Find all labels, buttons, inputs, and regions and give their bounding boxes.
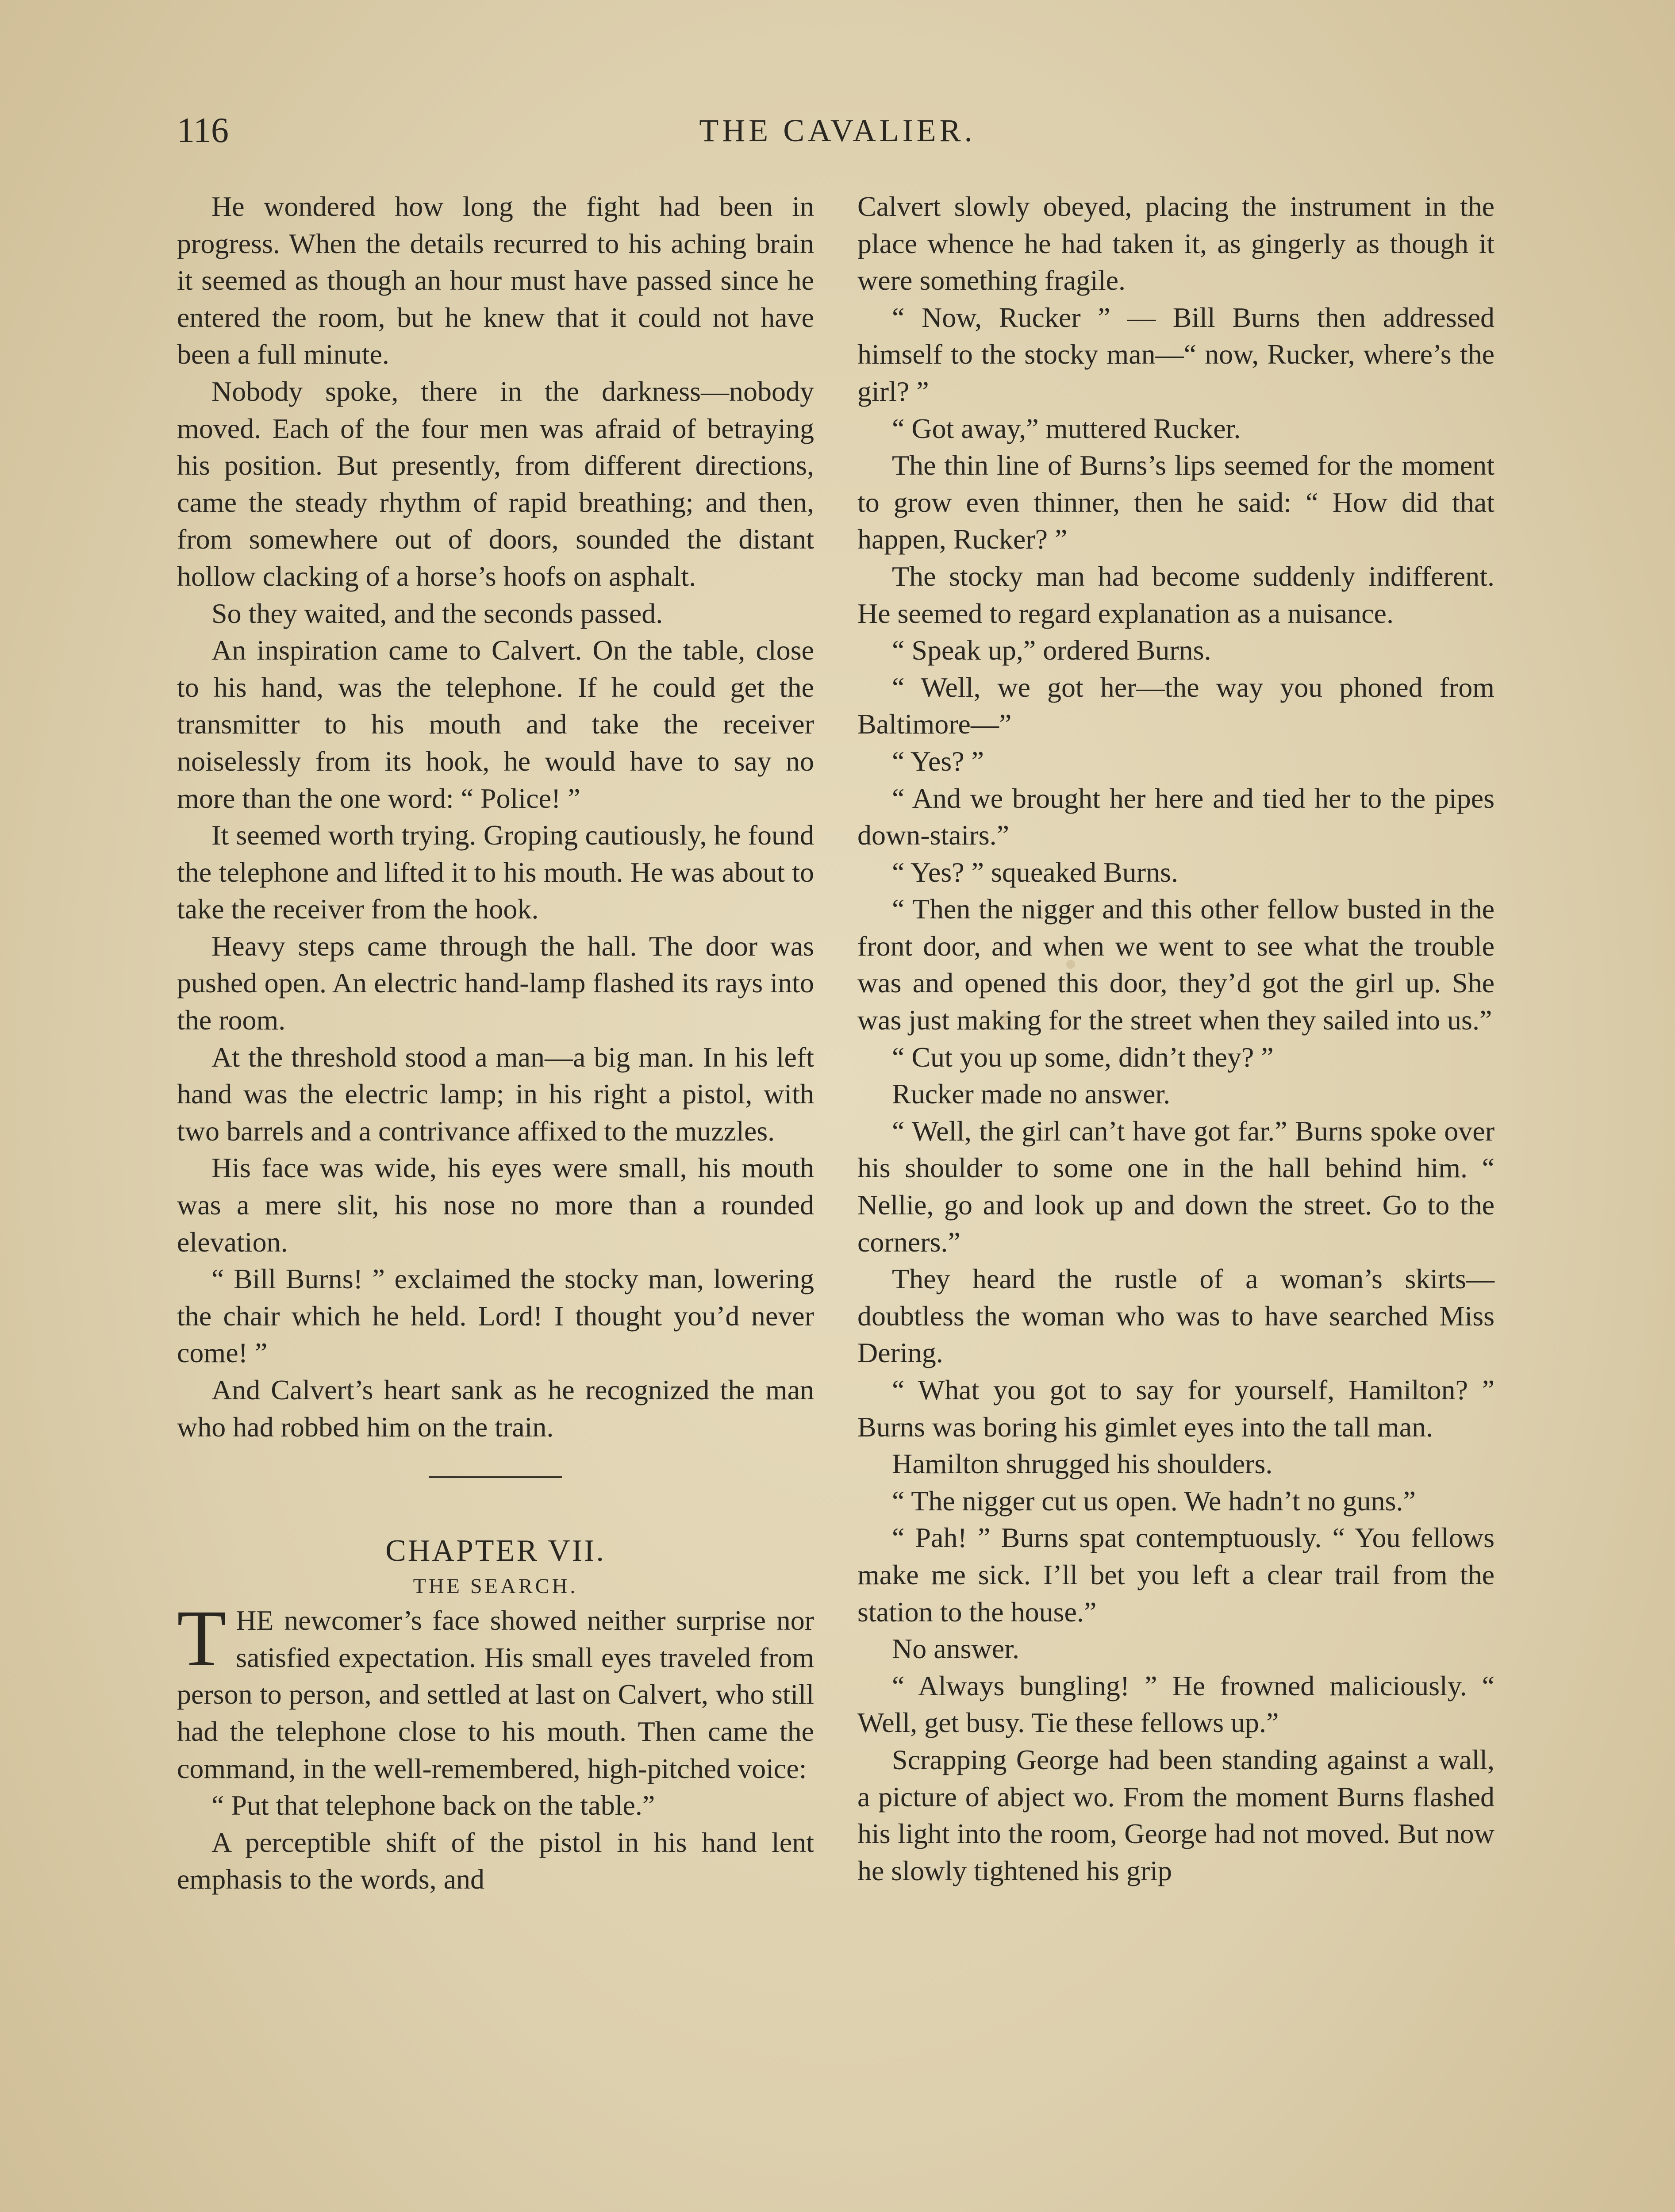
paragraph: At the threshold stood a man—a big man. In his left hand was the electric lamp; in his right a pistol, with two barrels and a contrivance affixed to the muzzles.: [177, 1041, 814, 1147]
paragraph: “ And we brought her here and tied her to the pipes down-stairs.”: [857, 782, 1494, 851]
paragraph: “ Now, Rucker ” — Bill Burns then addressed himself to the stocky man—“ now, Rucker, where’s the girl? ”: [857, 301, 1494, 407]
left-column: [177, 188, 814, 1898]
paragraph: “ Always bungling! ” He frowned maliciously. “ Well, get busy. Tie these fellows up.”: [857, 1670, 1494, 1739]
paragraph: So they waited, and the seconds passed.: [211, 597, 663, 629]
right-column: [857, 188, 1494, 1889]
paragraph: The stocky man had become suddenly indifferent. He seemed to regard explanation as a nuisance.: [857, 560, 1494, 629]
paragraph: Nobody spoke, there in the darkness—nobody moved. Each of the four men was afraid of betraying his position. But presently, from different directions, came the steady rhythm of rapid breathing; and then, from somewhere out of doors, sounded the distant hollow clacking of a horse’s hoofs on asphalt.: [177, 375, 814, 592]
chapter-title: CHAPTER VII.: [385, 1534, 606, 1568]
paragraph: “ Well, we got her—the way you phoned from Baltimore—”: [857, 671, 1494, 740]
paragraph: Calvert slowly obeyed, placing the instrument in the place whence he had taken it, as gingerly as though it were something fragile.: [857, 191, 1494, 296]
paragraph: “ Put that telephone back on the table.”: [211, 1790, 655, 1821]
paragraph: “ Then the nigger and this other fellow busted in the front door, and when we went to see what the trouble was and opened this door, they’d got the girl up. She was just making for the street when they sailed into us.”: [857, 893, 1494, 1036]
chapter-subtitle: THE SEARCH.: [413, 1575, 578, 1598]
paragraph: “ Speak up,” ordered Burns.: [892, 634, 1211, 666]
paragraph: “ Cut you up some, didn’t they? ”: [892, 1041, 1274, 1073]
paragraph: He wondered how long the fight had been in progress. When the details recurred to his aching brain it seemed as though an hour must have passed since he entered the room, but he knew that it could not have been a full minute.: [177, 191, 814, 370]
opening-text: HE newcomer’s face showed neither surprise nor satisfied expectation. His small eyes traveled from person to person, and settled at last on Calvert, who still had the telephone close to his mouth. Then came the command, in the well-remembered, high-pitched voice:: [177, 1605, 814, 1784]
paragraph: An inspiration came to Calvert. On the table, close to his hand, was the telephone. If he could get the transmitter to his mouth and take the receiver noiselessly from its hook, he would have to say no more than the one word: “ Police! ”: [177, 634, 814, 814]
paragraph: And Calvert’s heart sank as he recognized the man who had robbed him on the train.: [177, 1374, 814, 1443]
section-divider: [429, 1476, 562, 1478]
paragraph: Rucker made no answer.: [892, 1078, 1171, 1110]
paragraph: The thin line of Burns’s lips seemed for the moment to grow even thinner, then he said: “ How did that happen, Rucker? ”: [857, 449, 1494, 555]
paragraph: “ Yes? ”: [892, 745, 984, 777]
paragraph: “ Got away,” muttered Rucker.: [892, 412, 1241, 444]
paragraph: “ What you got to say for yourself, Hamilton? ” Burns was boring his gimlet eyes into the tall man.: [857, 1374, 1494, 1443]
running-head: THE CAVALIER.: [699, 113, 976, 148]
paragraph: Heavy steps came through the hall. The door was pushed open. An electric hand-lamp flashed its rays into the room.: [177, 930, 814, 1036]
page-header: [0, 108, 1675, 161]
paragraph: His face was wide, his eyes were small, his mouth was a mere slit, his nose no more than a rounded elevation.: [177, 1152, 814, 1258]
paragraph: “ Well, the girl can’t have got far.” Burns spoke over his shoulder to some one in the hall behind him. “ Nellie, go and look up and down the street. Go to the corners.”: [857, 1115, 1494, 1258]
paragraph: “ Pah! ” Burns spat contemptuously. “ You fellows make me sick. I’ll bet you left a clear trail from the station to the house.”: [857, 1522, 1494, 1628]
paragraph: A perceptible shift of the pistol in his hand lent emphasis to the words, and: [177, 1826, 814, 1895]
paragraph: Hamilton shrugged his shoulders.: [892, 1448, 1273, 1480]
drop-cap: T: [177, 1594, 227, 1683]
paragraph: No answer.: [892, 1633, 1019, 1665]
page-number: 116: [177, 111, 229, 150]
paragraph: “ Yes? ” squeaked Burns.: [892, 856, 1178, 888]
paragraph: “ Bill Burns! ” exclaimed the stocky man, lowering the chair which he held. Lord! I thought you’d never come! ”: [177, 1263, 814, 1369]
paragraph: They heard the rustle of a woman’s skirts—doubtless the woman who was to have searched Miss Dering.: [857, 1263, 1494, 1369]
paragraph: It seemed worth trying. Groping cautiously, he found the telephone and lifted it to his mouth. He was about to take the receiver from the hook.: [177, 819, 814, 925]
paragraph: Scrapping George had been standing against a wall, a picture of abject wo. From the moment Burns flashed his light into the room, George had not moved. But now he slowly tightened his grip: [857, 1743, 1494, 1886]
chapter-opening-paragraph: [177, 1594, 814, 1787]
paragraph: “ The nigger cut us open. We hadn’t no guns.”: [892, 1485, 1416, 1517]
